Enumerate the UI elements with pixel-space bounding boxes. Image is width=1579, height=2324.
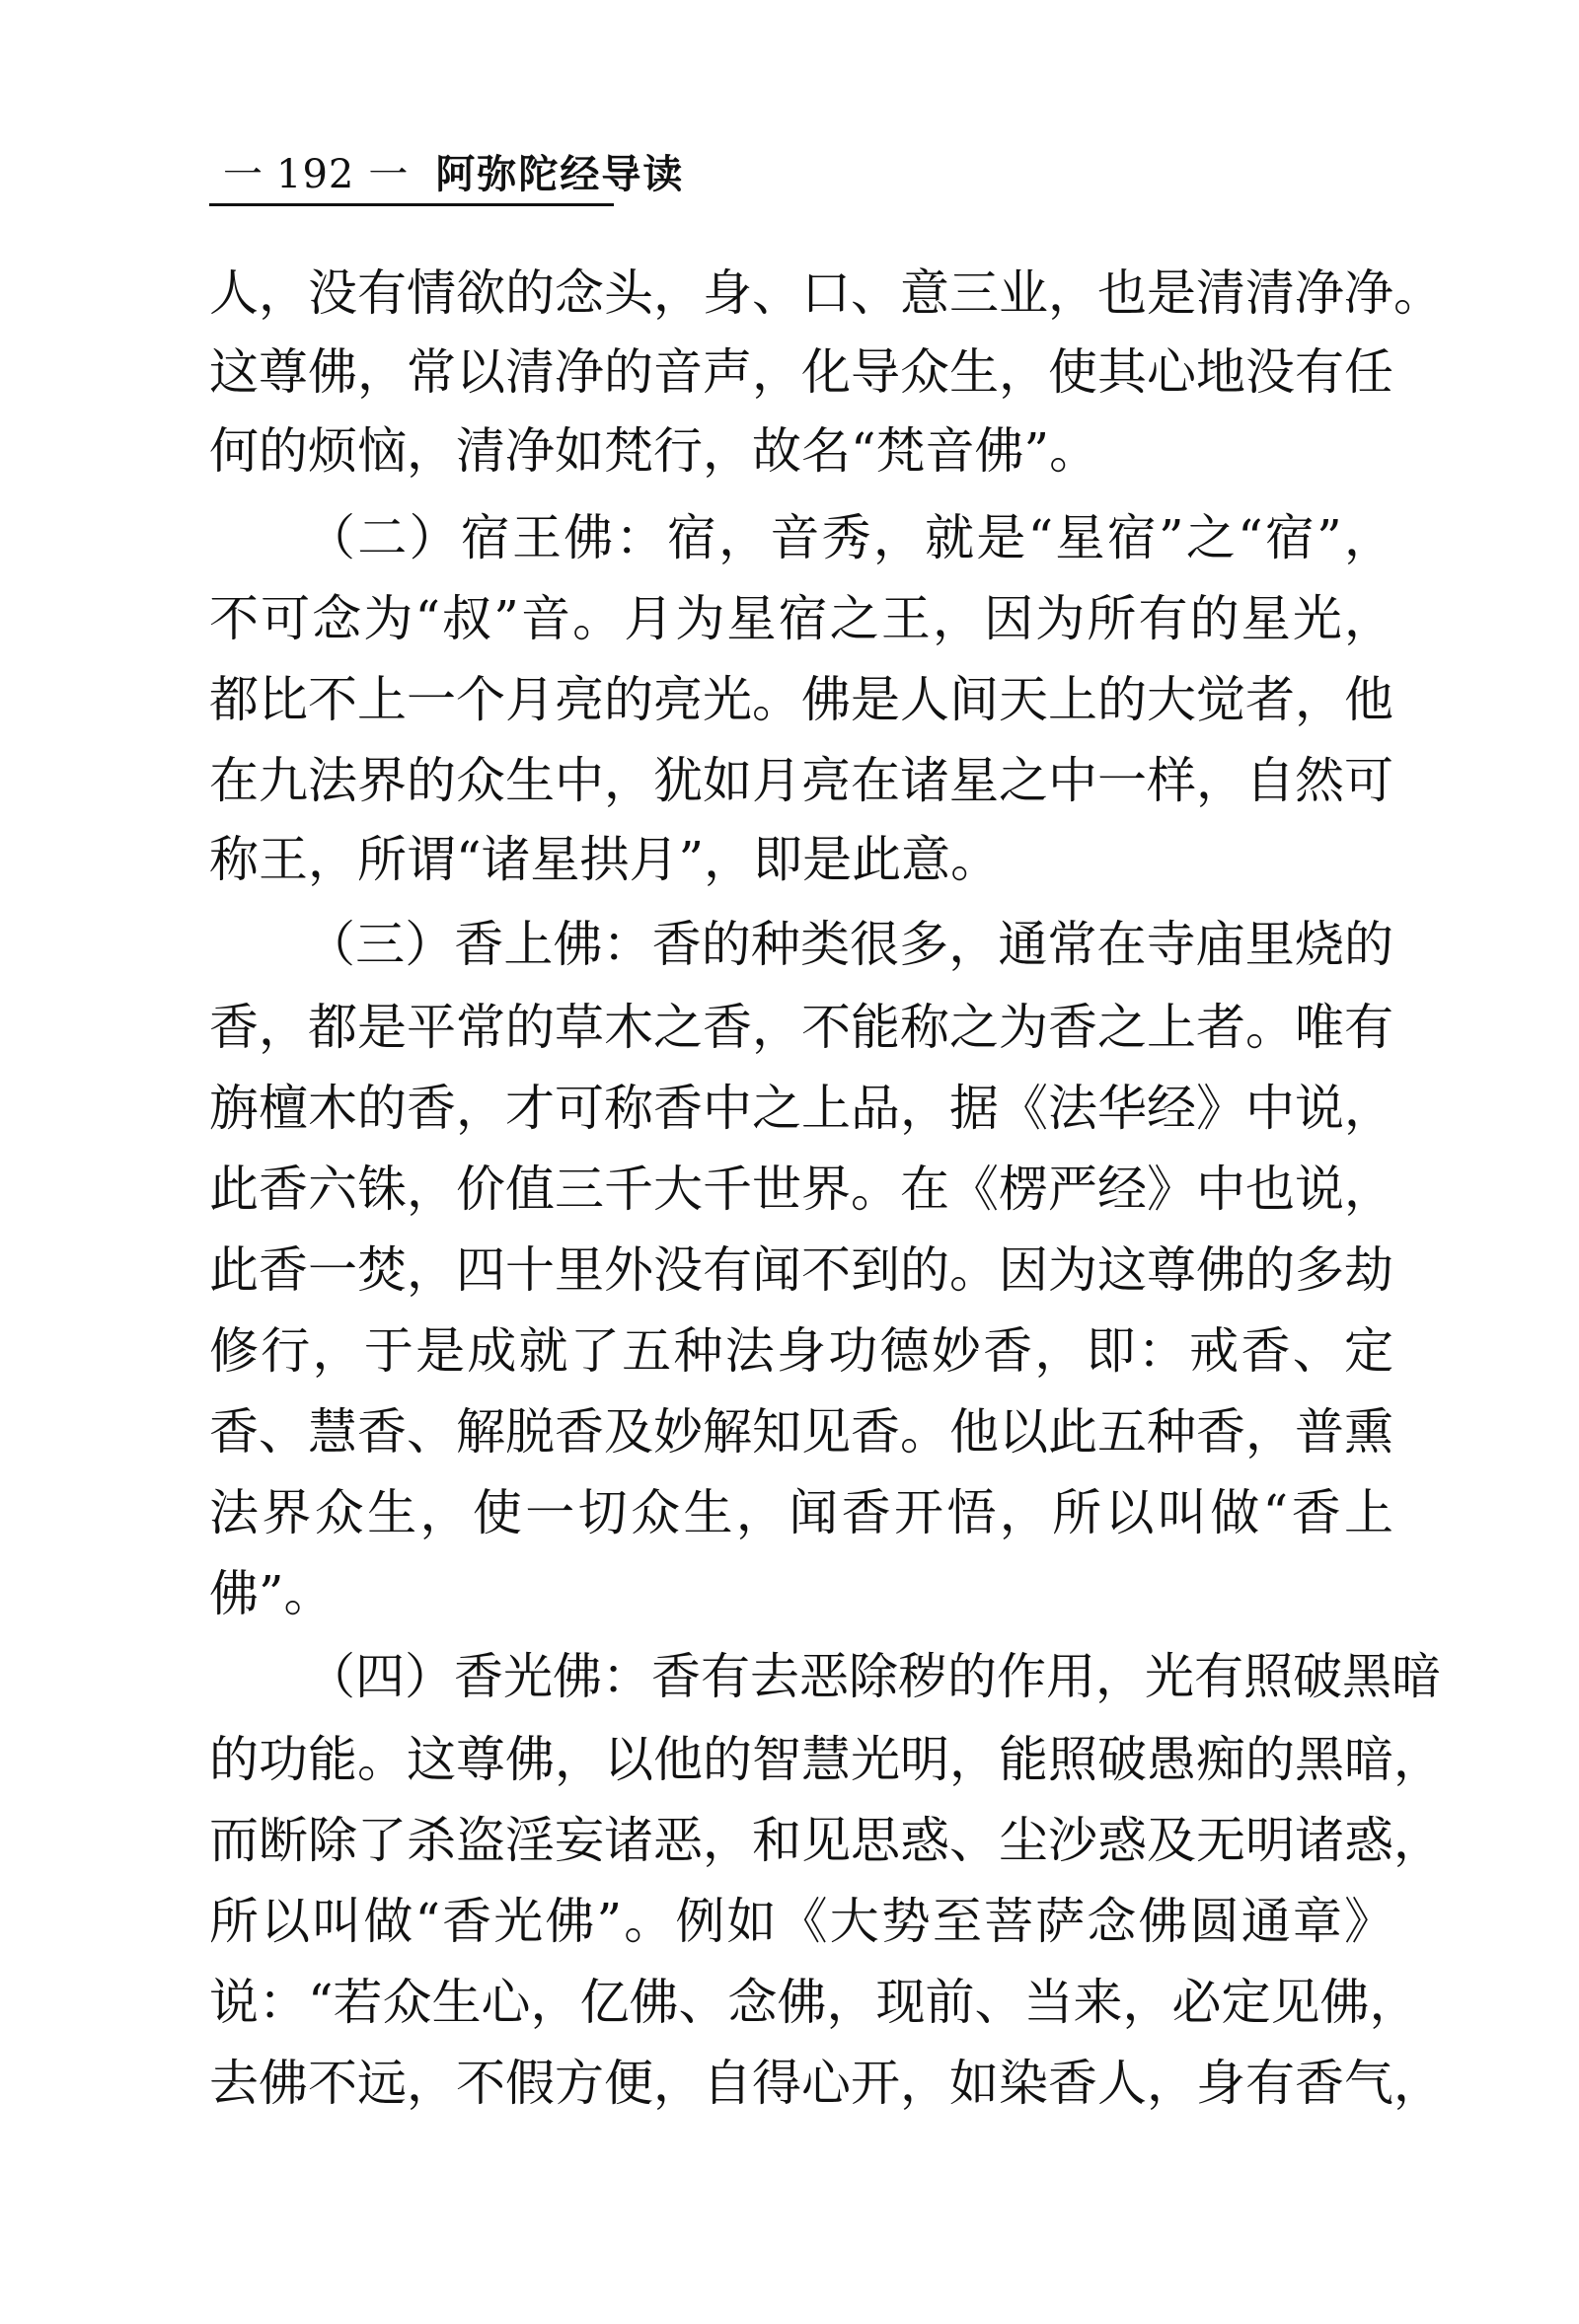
running-head: [209, 148, 685, 201]
text-line-11: 旃檀木的香，才可称香中之上品，据《法华经》中说，: [209, 1080, 1393, 1137]
text-line-10: 香，都是平常的草木之香，不能称之为香之上者。唯有: [209, 999, 1393, 1056]
text-line-22: 说：“若众生心，亿佛、念佛，现前、当来，必定见佛，: [209, 1974, 1419, 2031]
header-rule: [209, 203, 614, 206]
text-line-7: 在九法界的众生中，犹如月亮在诸星之中一样，自然可: [209, 752, 1393, 809]
text-line-19: 的功能。这尊佛，以他的智慧光明，能照破愚痴的黑暗，: [209, 1731, 1443, 1788]
paragraph-4-first-line: （四）香光佛：香有去恶除秽的作用，光有照破黑暗: [306, 1648, 1441, 1705]
text-line-14: 修行，于是成就了五种法身功德妙香，即：戒香、定: [209, 1322, 1393, 1380]
text-line-5: 不可念为“叔”音。月为星宿之王，因为所有的星光，: [209, 590, 1393, 647]
text-line-13: 此香一焚，四十里外没有闻不到的。因为这尊佛的多劫: [209, 1241, 1393, 1299]
text-line-3: 何的烦恼，清净如梵行，故名“梵音佛”。: [209, 422, 1099, 480]
header-dash-right: 一: [368, 152, 409, 197]
page-number: 192: [276, 152, 355, 197]
text-line-20: 而断除了杀盗淫妄诸恶，和见思惑、尘沙惑及无明诸惑，: [209, 1812, 1443, 1869]
paragraph-2-first-line: （二）宿王佛：宿，音秀，就是“星宿”之“宿”，: [306, 509, 1393, 566]
text-line-17: 佛”。: [209, 1565, 334, 1622]
text-line-23: 去佛不远，不假方便，自得心开，如染香人，身有香气，: [209, 2055, 1443, 2112]
text-line-12: 此香六铢，价值三千大千世界。在《楞严经》中也说，: [209, 1161, 1393, 1218]
text-line-8: 称王，所谓“诸星拱月”，即是此意。: [209, 831, 1001, 888]
header-dash-left: 一: [223, 152, 263, 197]
text-line-2: 这尊佛，常以清净的音声，化导众生，使其心地没有任: [209, 343, 1393, 401]
text-line-21: 所以叫做“香光佛”。例如《大势至菩萨念佛圆通章》: [209, 1893, 1393, 1950]
text-line-15: 香、慧香、解脱香及妙解知见香。他以此五种香，普熏: [209, 1403, 1393, 1461]
book-title: 阿弥陀经导读: [435, 152, 685, 197]
text-line-16: 法界众生，使一切众生，闻香开悟，所以叫做“香上: [209, 1484, 1393, 1541]
text-line-1: 人，没有情欲的念头，身、口、意三业，也是清清净净。: [209, 264, 1443, 322]
text-line-6: 都比不上一个月亮的亮光。佛是人间天上的大觉者，他: [209, 671, 1393, 728]
paragraph-3-first-line: （三）香上佛：香的种类很多，通常在寺庙里烧的: [306, 916, 1393, 973]
